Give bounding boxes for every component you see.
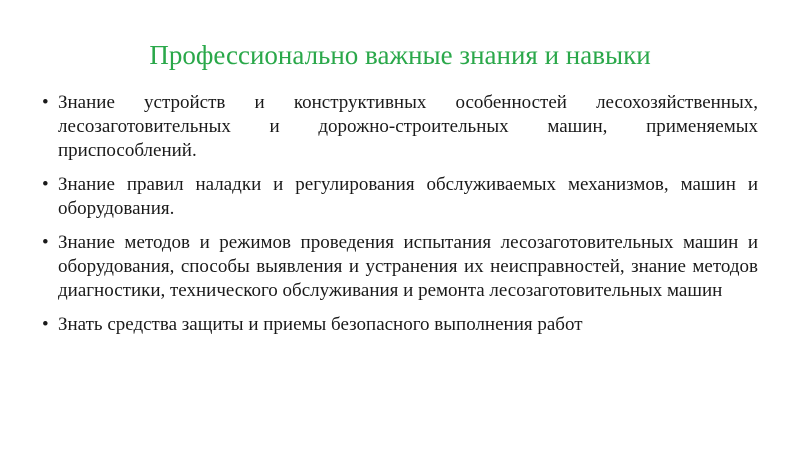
bullet-text: Знать средства защиты и приемы безопасного выполнения работ [58,314,583,335]
bullet-item [42,313,758,337]
bullet-item [42,231,758,303]
bullet-text: Знание методов и режимов проведения испытания лесозаготовительных машин и оборудования, способы выявления и устранения их неисправностей, знание методов диагностики, технического обслуживания и ремонта лесозаготовительных машин [58,232,758,301]
bullet-icon: • [42,232,49,253]
slide-title: Профессионально важные знания и навыки [149,40,651,70]
bullet-item [42,91,758,163]
bullet-icon: • [42,314,49,335]
bullet-icon: • [42,92,49,113]
bullet-text: Знание правил наладки и регулирования обслуживаемых механизмов, машин и оборудования. [58,174,758,219]
bullet-item [42,173,758,221]
bullet-icon: • [42,174,49,195]
bullet-text: Знание устройств и конструктивных особенностей лесохозяйственных, лесозаготовительных и дорожно-строительных машин, применяемых приспособлений. [58,92,758,161]
bullet-list [42,91,758,347]
